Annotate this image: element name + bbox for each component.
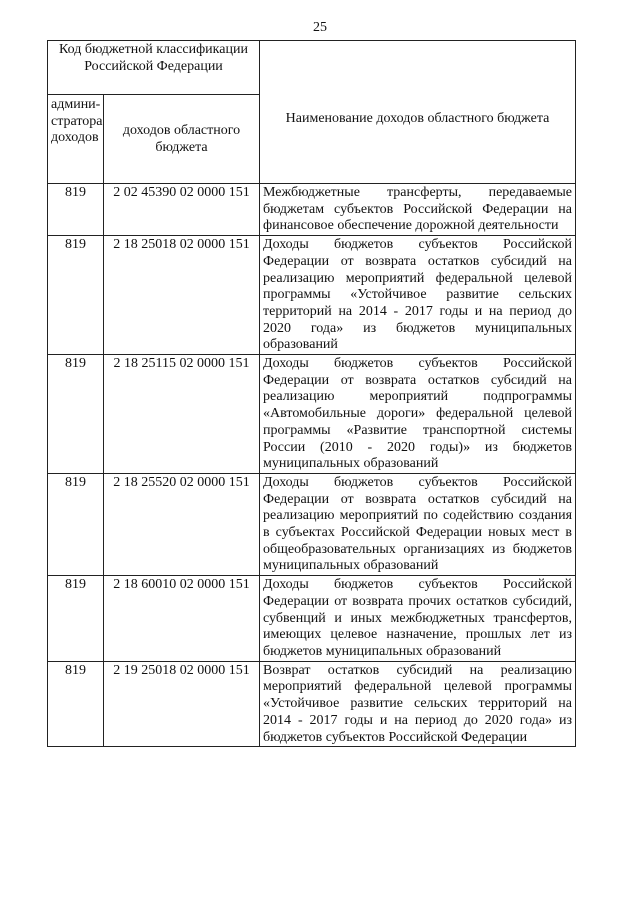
- header-classification-code: Код бюджетной классификации Российской Федерации: [48, 41, 260, 95]
- budget-classification-table: [47, 40, 576, 747]
- header-regional-revenue: доходов областного бюджета: [104, 95, 260, 184]
- table-row: [48, 184, 576, 236]
- budget-code-cell: 2 18 60010 02 0000 151: [104, 576, 260, 662]
- admin-code-cell: 819: [48, 661, 104, 747]
- table-row: [48, 355, 576, 474]
- table-header-row: [48, 41, 576, 95]
- table-row: [48, 661, 576, 747]
- admin-code-cell: 819: [48, 184, 104, 236]
- admin-code-cell: 819: [48, 473, 104, 575]
- budget-code-cell: 2 18 25115 02 0000 151: [104, 355, 260, 474]
- revenue-name-cell: Доходы бюджетов субъектов Российской Федерации от возврата остатков субсидий на реализацию мероприятий федеральной целевой программы «Устойчивое развитие сельских территорий на 2014 - 2017 годы и на период до 2020 года» из бюджетов муниципальных образований: [260, 236, 576, 355]
- table-row: [48, 576, 576, 662]
- table-row: [48, 473, 576, 575]
- budget-code-cell: 2 19 25018 02 0000 151: [104, 661, 260, 747]
- admin-code-cell: 819: [48, 576, 104, 662]
- revenue-name-cell: Возврат остатков субсидий на реализацию мероприятий федеральной целевой программы «Устойчивое развитие сельских территорий на 2014 - 2017 годы и на период до 2020 года» из бюджетов субъектов Российской Федерации: [260, 661, 576, 747]
- page-number: 25: [313, 20, 327, 35]
- admin-code-cell: 819: [48, 355, 104, 474]
- revenue-name-cell: Доходы бюджетов субъектов Российской Федерации от возврата остатков субсидий на реализацию мероприятий подпрограммы «Автомобильные дороги» федеральной целевой программы «Развитие транспортной системы России (2010 - 2020 годы)» из бюджетов муниципальных образований: [260, 355, 576, 474]
- budget-code-cell: 2 02 45390 02 0000 151: [104, 184, 260, 236]
- budget-code-cell: 2 18 25018 02 0000 151: [104, 236, 260, 355]
- budget-code-cell: 2 18 25520 02 0000 151: [104, 473, 260, 575]
- header-administrator: админи-стратора доходов: [48, 95, 104, 184]
- revenue-name-cell: Доходы бюджетов субъектов Российской Федерации от возврата остатков субсидий на реализацию мероприятий по содействию создания в субъектах Российской Федерации новых мест в общеобразовательных организациях из бюджетов муниципальных образований: [260, 473, 576, 575]
- admin-code-cell: 819: [48, 236, 104, 355]
- revenue-name-cell: Межбюджетные трансферты, передаваемые бюджетам субъектов Российской Федерации на финансовое обеспечение дорожной деятельности: [260, 184, 576, 236]
- header-revenue-name: Наименование доходов областного бюджета: [260, 41, 576, 184]
- revenue-name-cell: Доходы бюджетов субъектов Российской Федерации от возврата прочих остатков субсидий, субвенций и иных межбюджетных трансфертов, имеющих целевое назначение, прошлых лет из бюджетов муниципальных образований: [260, 576, 576, 662]
- table-row: [48, 236, 576, 355]
